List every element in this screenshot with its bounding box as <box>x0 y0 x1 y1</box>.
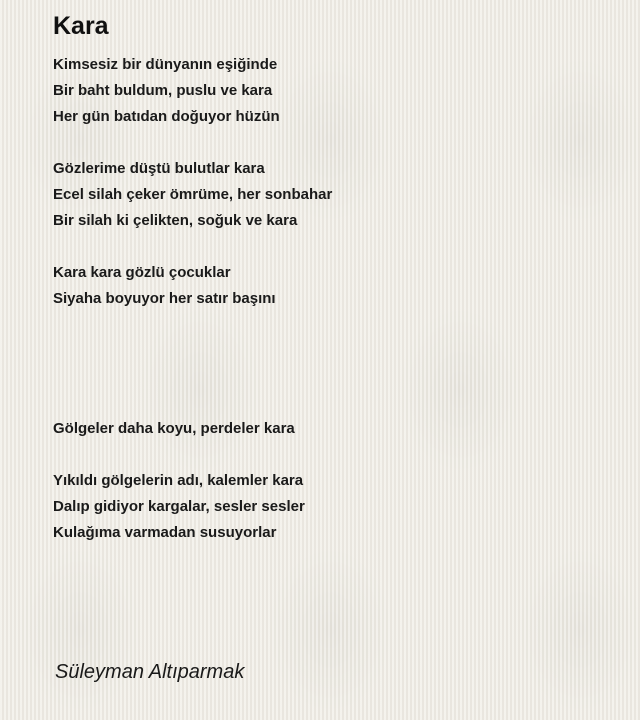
poem-line: Siyaha boyuyor her satır başını <box>53 290 276 307</box>
poem-line: Kara kara gözlü çocuklar <box>53 264 231 281</box>
poem-line: Bir silah ki çelikten, soğuk ve kara <box>53 212 298 229</box>
poem-body <box>53 52 613 546</box>
poem-line: Her gün batıdan doğuyor hüzün <box>53 108 280 125</box>
poem-line <box>53 390 613 416</box>
poem-line <box>53 234 613 260</box>
poem-line: Dalıp gidiyor kargalar, sesler sesler <box>53 498 305 515</box>
poem-title: Kara <box>53 12 109 40</box>
poem-author: Süleyman Altıparmak <box>55 661 245 683</box>
poem-line <box>53 338 613 364</box>
poem-line: Kulağıma varmadan susuyorlar <box>53 524 277 541</box>
poem-line <box>53 312 613 338</box>
poem-line: Bir baht buldum, puslu ve kara <box>53 82 273 99</box>
poem-line: Gölgeler daha koyu, perdeler kara <box>53 420 295 437</box>
poem-line <box>53 130 613 156</box>
poem-line: Yıkıldı gölgelerin adı, kalemler kara <box>53 472 304 489</box>
poem-line: Gözlerime düştü bulutlar kara <box>53 160 265 177</box>
poem-line <box>53 364 613 390</box>
poem-line: Kimsesiz bir dünyanın eşiğinde <box>53 56 278 73</box>
poem-line <box>53 442 613 468</box>
poem-line: Ecel silah çeker ömrüme, her sonbahar <box>53 186 333 203</box>
